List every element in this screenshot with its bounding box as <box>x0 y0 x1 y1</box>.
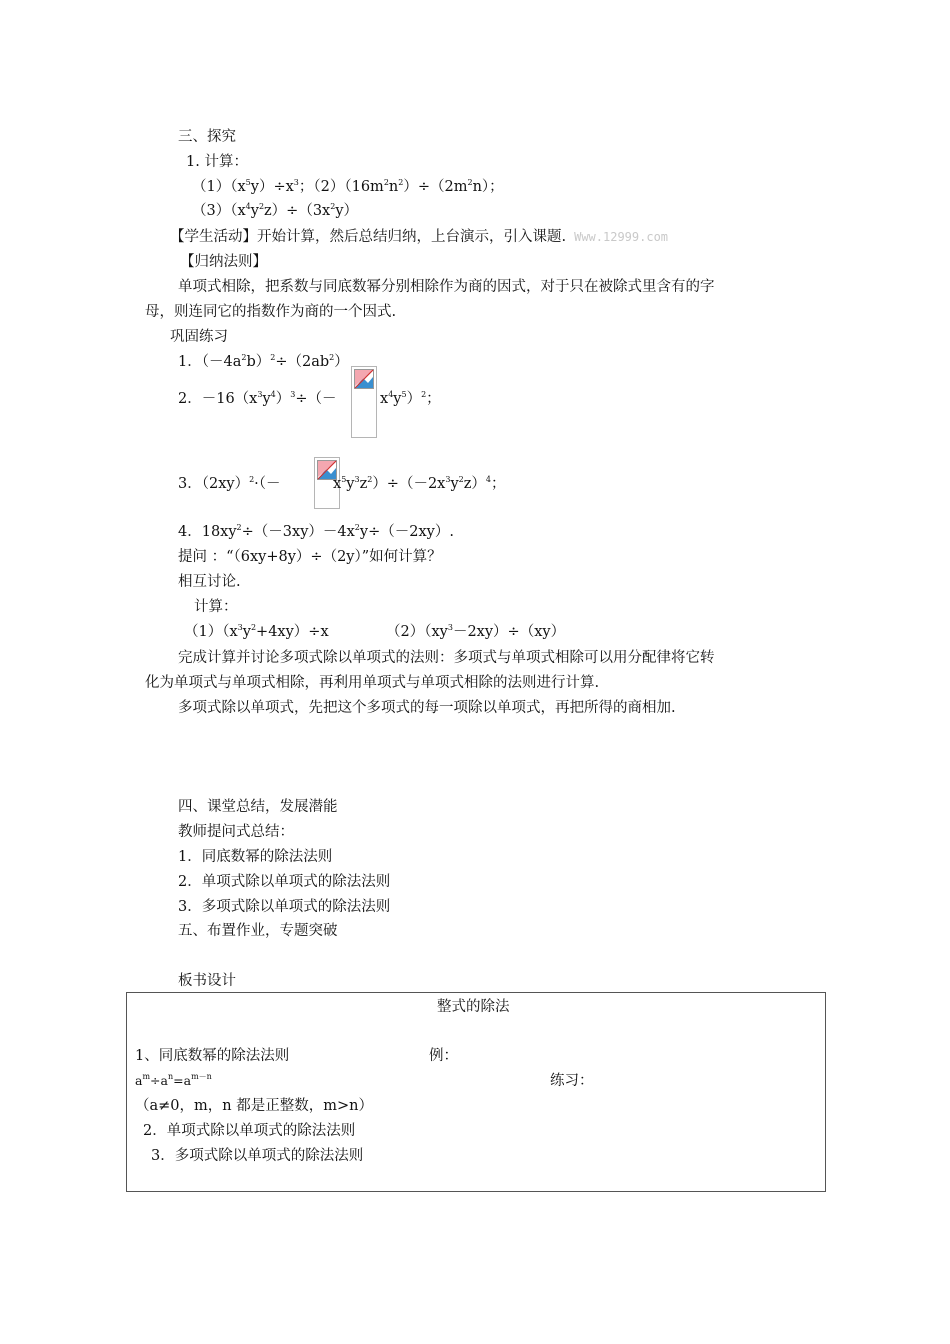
poly-line-1: 完成计算并讨论多项式除以单项式的法则：多项式与单项式相除可以用分配律将它转 <box>178 650 715 666</box>
exercise-1: 1．$(-4a^2b)^2\div(2ab^2)$ <box>178 353 349 370</box>
board-design-box <box>126 992 826 1192</box>
calc2-line-2: $(2)(xy^3-2xy)\div(xy)$ <box>386 623 566 640</box>
board-item-2: 2．单项式除以单项式的除法法则 <box>143 1123 356 1139</box>
rule-title: 【归纳法则】 <box>180 254 267 270</box>
summary-item-2: 2．单项式除以单项式的除法法则 <box>178 874 391 890</box>
calc2-line: $(1)(x^3y^2+4xy)\div x$ <box>184 623 329 640</box>
broken-image-icon <box>351 366 377 438</box>
teacher-summary: 教师提问式总结： <box>178 824 294 840</box>
board-item-3: 3．多项式除以单项式的除法法则 <box>151 1148 364 1164</box>
poly-rule: 多项式除以单项式，先把这个多项式的每一项除以单项式，再把所得的商相加. <box>178 700 676 716</box>
board-practice: 练习： <box>550 1073 594 1089</box>
summary-item-3: 3．多项式除以单项式的除法法则 <box>178 899 391 915</box>
board-row1-left: 1、同底数幂的除法法则 <box>135 1048 290 1064</box>
board-title: 整式的除法 <box>437 999 510 1015</box>
calc-line-1: $(1)(x^5y)\div x^3$；$(2)(16m^2n^2)\div(2m^2n)$； <box>192 178 504 195</box>
rule-line-2: 母，则连同它的指数作为商的一个因式. <box>145 304 397 320</box>
section-5-title: 五、布置作业，专题突破 <box>178 923 338 939</box>
section-3-title: 三、探究 <box>178 129 236 145</box>
calc-line-2: $(3)(x^4y^2z)\div(3x^2y)$ <box>192 202 359 219</box>
exercise-3-part-a: 3．$(2xy)^2\cdot(-$ <box>178 475 281 492</box>
summary-item-1: 1．同底数幂的除法法则 <box>178 849 333 865</box>
board-formula: $a^m\div a^n=a^{m-n}$ <box>135 1072 212 1088</box>
calc-item-1: 1. 计算： <box>186 154 248 170</box>
exercise-4: 4．$18xy^2\div(-3xy)-4x^2y\div(-2xy)$. <box>178 523 454 540</box>
board-label: 板书设计 <box>178 973 236 989</box>
discuss: 相互讨论. <box>178 574 241 590</box>
section-4-title: 四、课堂总结，发展潜能 <box>178 799 338 815</box>
practice-title: 巩固练习 <box>170 329 228 345</box>
board-condition: （a≠0，m，n 都是正整数，m>n） <box>135 1098 373 1114</box>
calc2-title: 计算： <box>194 599 238 615</box>
question: 提问 ：“（6xy+8y）÷（2y）”如何计算？ <box>178 549 442 565</box>
watermark: Www.12999.com <box>574 230 669 244</box>
rule-line-1: 单项式相除，把系数与同底数幂分别相除作为商的因式，对于只在被除式里含有的字 <box>178 279 715 295</box>
board-row1-right: 例： <box>429 1048 458 1064</box>
student-activity: 【学生活动】开始计算，然后总结归纳，上台演示，引入课题. Www.12999.com <box>170 229 669 245</box>
exercise-2-part-a: 2．$-16(x^3y^4)^3\div(-$ <box>178 390 337 407</box>
exercise-3-part-b: $x^5y^3z^2)\div(-2x^3y^2z)^4$； <box>333 475 506 492</box>
poly-line-2: 化为单项式与单项式相除，再利用单项式与单项式相除的法则进行计算. <box>145 675 600 691</box>
exercise-2-part-b: $x^4y^5)^2$； <box>380 390 441 407</box>
